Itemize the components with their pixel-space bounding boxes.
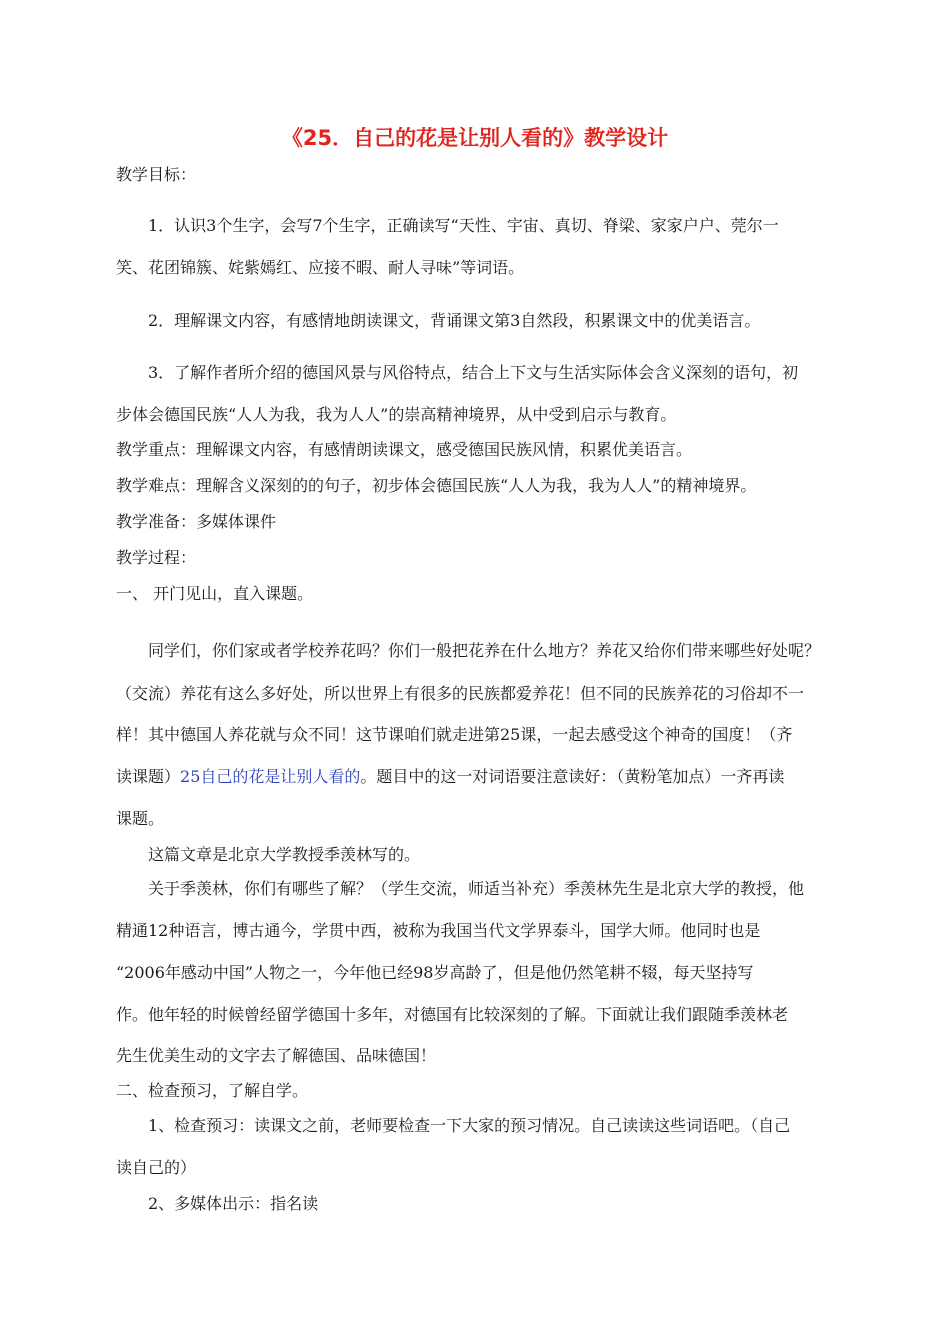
step-1-heading: 一、 开门见山，直入课题。 [116,584,314,603]
document-title: 《25．自己的花是让别人看的》教学设计 [281,126,669,150]
key-points: 教学重点：理解课文内容，有感情朗读课文，感受德国民族风情，积累优美语言。 [116,440,693,459]
intro-text-read-title: 读课题） [116,767,181,786]
step-2-item-2: 2、多媒体出示：指名读 [148,1194,319,1213]
section-heading-process: 教学过程： [116,548,197,567]
preparation: 教学准备：多媒体课件 [116,512,277,531]
intro-text-continued: 。题目中的这一对词语要注意读好：（黄粉笔加点）一齐再读 [360,767,785,786]
intro-paragraph-line-2: （交流）养花有这么多好处，所以世界上有很多的民族都爱养花！但不同的民族养花的习俗却不一 [116,684,805,703]
step-2-heading: 二、检查预习，了解自学。 [116,1081,309,1100]
intro-paragraph-line-3: 样！其中德国人养花就与众不同！这节课咱们就走进第25课，一起去感受这个神奇的国度！（齐 [116,725,793,744]
author-paragraph-line-2: 精通12种语言，博古通今，学贯中西，被称为我国当代文学界泰斗，国学大师。他同时也是 [116,921,761,940]
objective-3-line-2: 步体会德国民族“人人为我，我为人人”的崇高精神境界，从中受到启示与教育。 [116,405,677,424]
intro-paragraph-line-1: 同学们，你们家或者学校养花吗？你们一般把花养在什么地方？养花又给你们带来哪些好处呢？ [148,641,821,660]
intro-paragraph-line-5: 课题。 [116,809,165,828]
section-heading-objectives: 教学目标： [116,165,197,184]
author-paragraph-line-1: 关于季羡林，你们有哪些了解？（学生交流，师适当补充）季羡林先生是北京大学的教授，他 [148,879,805,898]
objective-1-line-2: 笑、花团锦簇、姹紫嫣红、应接不暇、耐人寻味”等词语。 [116,258,525,277]
objective-1-line-1: 1．认识3个生字，会写7个生字，正确读写“天性、宇宙、真切、脊梁、家家户户、莞尔一 [148,216,779,235]
difficult-points: 教学难点：理解含义深刻的的句子，初步体会德国民族“人人为我，我为人人”的精神境界。 [116,476,757,495]
step-2-item-1-line-1: 1、检查预习：读课文之前，老师要检查一下大家的预习情况。自己读读这些词语吧。（自己 [148,1116,791,1135]
objective-2: 2．理解课文内容，有感情地朗读课文，背诵课文第3自然段，积累课文中的优美语言。 [148,311,761,330]
author-note: 这篇文章是北京大学教授季羡林写的。 [148,845,421,864]
author-paragraph-line-5: 先生优美生动的文字去了解德国、品味德国！ [116,1046,437,1065]
lesson-title-highlight: 25自己的花是让别人看的 [180,767,361,786]
intro-paragraph-line-4 [116,766,784,788]
author-paragraph-line-3: “2006年感动中国”人物之一，今年他已经98岁高龄了，但是他仍然笔耕不辍，每天坚持写 [116,963,754,982]
step-2-item-1-line-2: 读自己的） [116,1158,197,1177]
author-paragraph-line-4: 作。他年轻的时候曾经留学德国十多年，对德国有比较深刻的了解。下面就让我们跟随季羡林老 [116,1005,789,1024]
objective-3-line-1: 3．了解作者所介绍的德国风景与风俗特点，结合上下文与生活实际体会含义深刻的语句，初 [148,363,799,382]
